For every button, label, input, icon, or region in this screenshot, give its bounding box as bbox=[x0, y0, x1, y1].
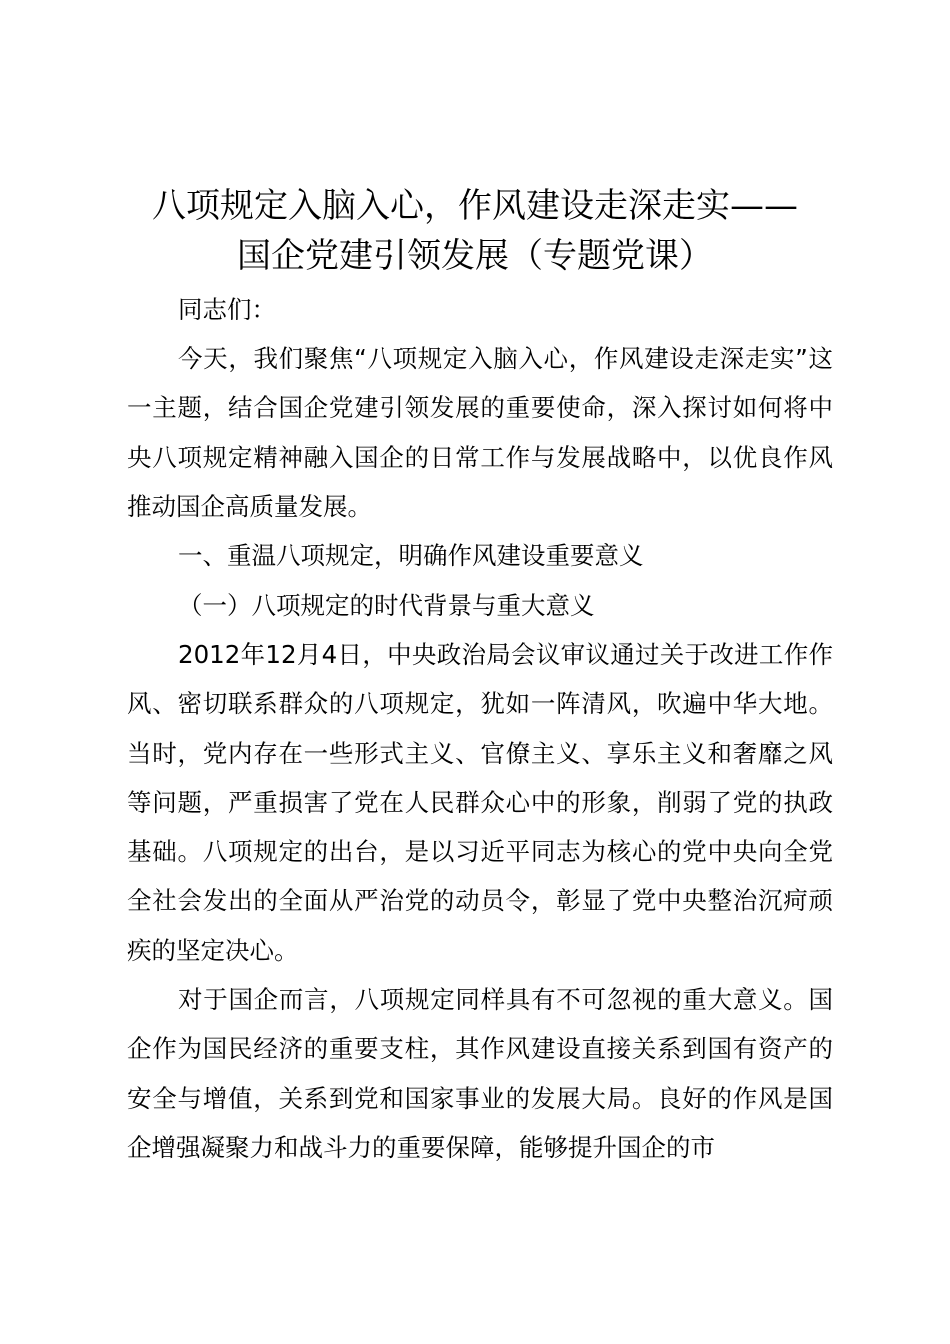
intro-block bbox=[127, 334, 833, 531]
paragraph-1-block bbox=[127, 630, 833, 975]
subsection-heading-block bbox=[127, 581, 833, 630]
body-paragraph-2: 对于国企而言，八项规定同样具有不可忽视的重大意义。国企作为国民经济的重要支柱，其作风建设直接关系到国有资产的安全与增值，关系到党和国家事业的发展大局。良好的作风是国企增强凝聚力和战斗力的重要保障，能够提升国企的市 bbox=[127, 985, 833, 1162]
intro-paragraph: 今天，我们聚焦“八项规定入脑入心，作风建设走深走实”这一主题，结合国企党建引领发展的重要使命，深入探讨如何将中央八项规定精神融入国企的日常工作与发展战略中，以优良作风推动国企高质量发展。 bbox=[127, 344, 833, 521]
document-title-line-1: 八项规定入脑入心，作风建设走深走实—— bbox=[152, 186, 798, 226]
salutation: 同志们： bbox=[178, 295, 276, 324]
salutation-block bbox=[127, 285, 833, 334]
paragraph-2-block bbox=[127, 975, 833, 1172]
subsection-heading: （一）八项规定的时代背景与重大意义 bbox=[178, 591, 595, 620]
document-title-line-2: 国企党建引领发展（专题党课） bbox=[237, 236, 713, 276]
section-heading-block bbox=[127, 531, 833, 580]
section-heading: 一、重温八项规定，明确作风建设重要意义 bbox=[178, 541, 644, 570]
body-paragraph-1: 2012年12月4日，中央政治局会议审议通过关于改进工作作风、密切联系群众的八项规定，犹如一阵清风，吹遍中华大地。当时，党内存在一些形式主义、官僚主义、享乐主义和奢靡之风等问题，严重损害了党在人民群众心中的形象，削弱了党的执政基础。八项规定的出台，是以习近平同志为核心的党中央向全党全社会发出的全面从严治党的动员令，彰显了党中央整治沉疴顽疾的坚定决心。 bbox=[127, 640, 833, 965]
